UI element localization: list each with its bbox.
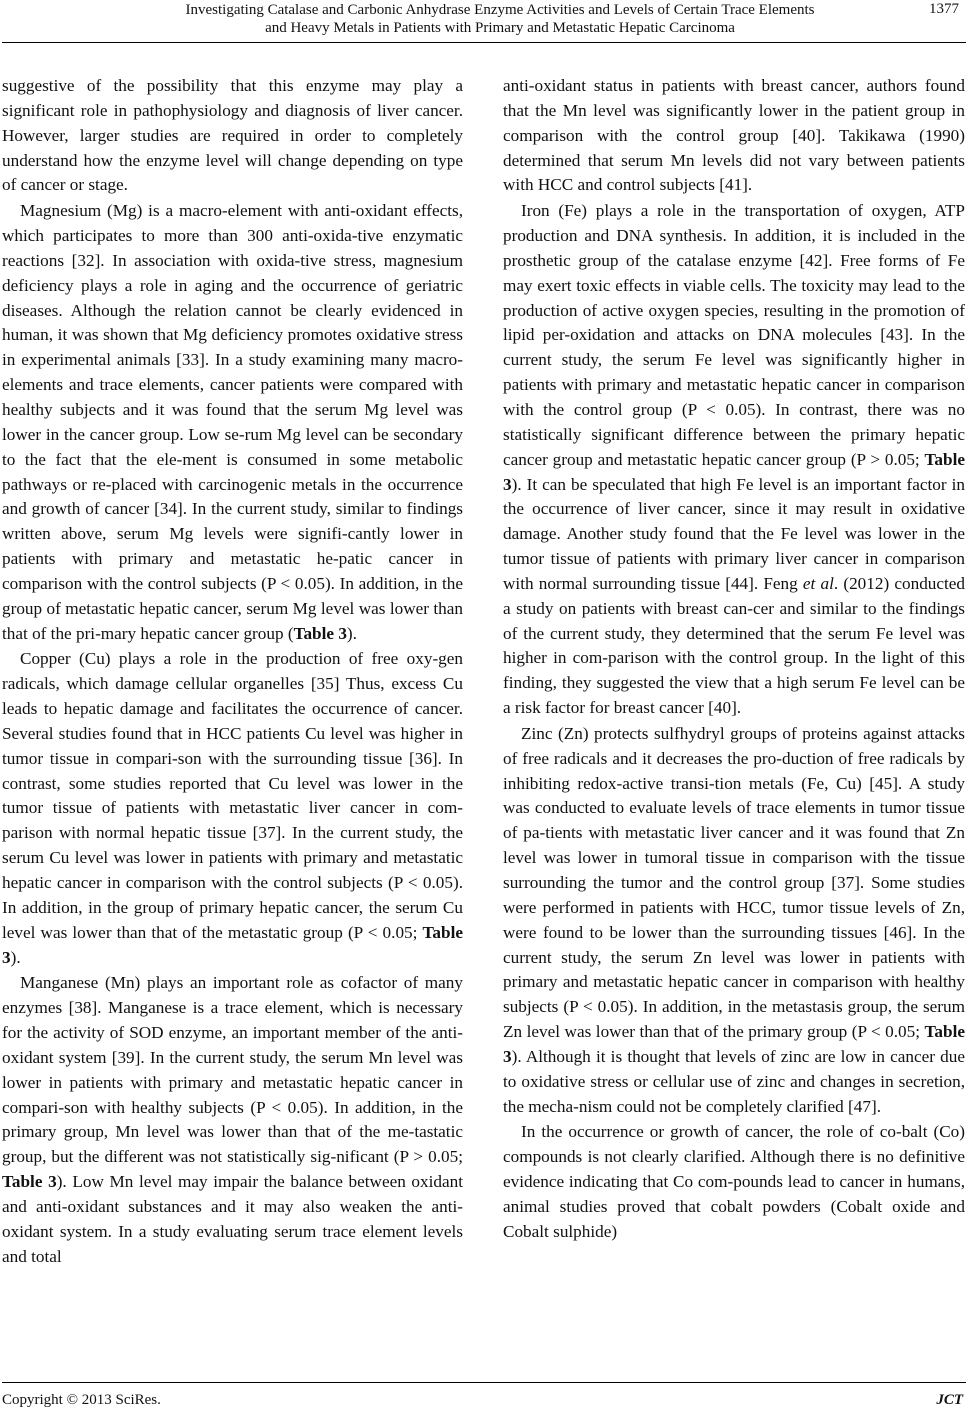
paragraph-text: anti-oxidant status in patients with breast cancer, authors found that the Mn level was significantly lower in the patient group in comparison with the control group [40]. Takikawa (1990) determined that serum Mn levels did not vary between patients with HCC and control subjects [41]. <box>503 76 965 195</box>
journal-abbreviation: JCT <box>936 1392 963 1408</box>
table-reference: Table 3 <box>503 449 965 494</box>
left-column <box>2 74 463 1270</box>
footer-rule <box>2 1382 966 1383</box>
paragraph-text: ). It can be speculated that high Fe level is an important factor in the occurrence of liver cancer, since it may result in oxidative damage. Another study found that the Fe level was lower in the tumor tissue of patients with primary liver cancer in comparison with normal surrounding tissue [44]. Feng <box>503 474 965 593</box>
paragraph-text: Iron (Fe) plays a role in the transportation of oxygen, ATP production and DNA synthesis. In addition, it is included in the prosthetic group of the catalase enzyme [42]. Free forms of Fe may exert toxic effects in viable cells. The toxicity may lead to the production of active oxygen species, resulting in the promotion of lipid per-oxidation and attacks on DNA molecules [43]. In the current study, the serum Fe level was significantly higher in patients with primary and metastatic hepatic cancer in comparison with the control group (P < 0.05). In contrast, there was no statistically significant difference between the primary hepatic cancer group and metastatic hepatic cancer group (P > 0.05; <box>503 201 965 469</box>
table-reference: Table 3 <box>2 1172 57 1192</box>
paragraph-text: ). <box>10 947 21 967</box>
table-reference: Table 3 <box>293 623 347 643</box>
paragraph-text: ). Low Mn level may impair the balance between oxidant and anti-oxidant substances and it may also weaken the anti-oxidant system. In a study evaluating serum trace element levels and total <box>2 1172 463 1266</box>
header-rule <box>2 42 966 43</box>
paragraph-iron <box>503 199 965 721</box>
paragraph <box>503 74 965 198</box>
paragraph-text: Copper (Cu) plays a role in the production of free oxy-gen radicals, which damage cellular organelles [35] Thus, excess Cu leads to hepatic damage and facilitates the occurrence of cancer. Several studies found that in HCC patients Cu level was higher in tumor tissue in compari-son with the surrounding tissue [36]. In contrast, some studies reported that Cu level was lower in the tumor tissue of patients with metastatic liver cancer in com-parison with normal hepatic tissue [37]. In the current study, the serum Cu level was lower in patients with primary and metastatic hepatic cancer in comparison with the control subjects (P < 0.05). In addition, in the group of primary hepatic cancer, the serum Cu level was lower than that of the metastatic group (P < 0.05; <box>2 649 463 942</box>
page-footer <box>0 1382 968 1412</box>
paragraph-text: ). Although it is thought that levels of zinc are low in cancer due to oxidative stress or cellular use of zinc and changes in secretion, the mecha-nism could not be completely clarified [47]. <box>503 1046 965 1116</box>
paragraph-copper <box>2 647 463 970</box>
paragraph-text: Magnesium (Mg) is a macro-element with anti-oxidant effects, which participates to more than 300 anti-oxida-tive enzymatic reactions [32]. In association with oxida-tive stress, magnesium deficiency plays a role in aging and the occurrence of geriatric diseases. Although the relation cannot be clearly evidenced in human, it was shown that Mg deficiency promotes oxidative stress in experimental animals [33]. In a study examining many macro-elements and trace elements, cancer patients were compared with healthy subjects and it was found that the serum Mg level was lower in the cancer group. Low se-rum Mg level can be secondary to the fact that the ele-ment is consumed in some metabolic pathways or re-placed with carcinogenic metals in the occurrence and growth of cancer [34]. In the current study, similar to findings written above, serum Mg levels were signifi-cantly lower in patients with primary and metastatic he-patic cancer in comparison with the control subjects (P < 0.05). In addition, in the group of metastatic hepatic cancer, serum Mg level was lower than that of the pri-mary hepatic cancer group ( <box>2 201 463 643</box>
running-header <box>0 0 968 44</box>
paragraph <box>2 74 463 198</box>
running-title-line-2: and Heavy Metals in Patients with Primary and Metastatic Hepatic Carcinoma <box>265 20 735 36</box>
paragraph-text: ). <box>346 623 357 643</box>
running-title-line-1: Investigating Catalase and Carbonic Anhydrase Enzyme Activities and Levels of Certain Trace Elements <box>185 2 815 18</box>
paragraph-text: In the occurrence or growth of cancer, the role of co-balt (Co) compounds is not clearly clarified. Although there is no definitive evidence indicating that Co com-pounds lead to cancer in humans, animal studies proved that cobalt powders (Cobalt oxide and Cobalt sulphide) <box>503 1122 965 1241</box>
page-number: 1377 <box>929 1 959 17</box>
table-reference: Table 3 <box>2 922 463 967</box>
right-column <box>503 74 965 1245</box>
table-reference: Table 3 <box>503 1022 965 1066</box>
et-al: et al <box>802 573 834 593</box>
paragraph-text: Manganese (Mn) plays an important role as cofactor of many enzymes [38]. Manganese is a trace element, which is necessary for the activity of SOD enzyme, an important member of the anti-oxidant system [39]. In the current study, the serum Mn level was lower in patients with primary and metastatic hepatic cancer in compari-son with healthy subjects (P < 0.05). In addition, in the primary group, Mn level was lower than that of the me-tastatic group, but the different was not statistically sig-nificant (P > 0.05; <box>2 973 463 1167</box>
paragraph-manganese <box>2 971 463 1269</box>
paragraph-cobalt <box>503 1120 965 1244</box>
paragraph-text: suggestive of the possibility that this enzyme may play a significant role in pathophysiology and diagnosis of liver cancer. However, larger studies are required in order to completely understand how the enzyme level will change depending on type of cancer or stage. <box>2 76 463 195</box>
paragraph-magnesium <box>2 199 463 646</box>
paragraph-text: . (2012) conducted a study on patients with breast can-cer and similar to the findings of the current study, they determined that the serum Fe level was higher in com-parison with the control group. In the light of this finding, they suggested the view that a high serum Fe level can be a risk factor for breast cancer [40]. <box>503 573 966 718</box>
copyright-notice: Copyright © 2013 SciRes. <box>2 1392 161 1408</box>
paragraph-text: Zinc (Zn) protects sulfhydryl groups of proteins against attacks of free radicals and it decreases the pro-duction of free radicals by inhibiting redox-active transi-tion metals (Fe, Cu) [45]. A study was conducted to evaluate levels of trace elements in tumor tissue of pa-tients with metastatic liver cancer and it was found that Zn level was lower in tumoral tissue in comparison with the tissue surrounding the tumor and the control group [37]. Some studies were performed in patients with HCC, tumor tissue levels of Zn, were found to be lower than the surrounding tissues [46]. In the current study, the serum Zn level was lower in patients with primary and metastatic hepatic cancer in comparison with healthy subjects (P < 0.05). In addition, in the metastasis group, the serum Zn level was lower than that of the primary group (P < 0.05; <box>503 723 965 1042</box>
paragraph-zinc <box>503 722 965 1120</box>
